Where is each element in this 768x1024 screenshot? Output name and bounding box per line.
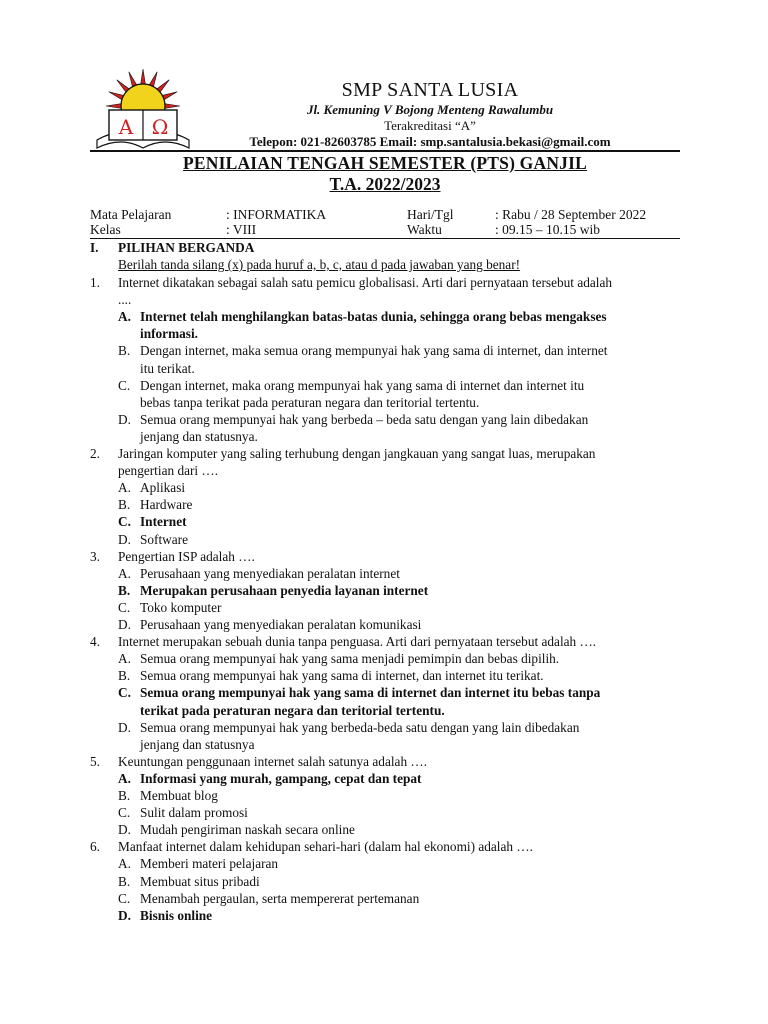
question-text: Jaringan komputer yang saling terhubung dengan jangkauan yang sangat luas, merupakan bbox=[118, 446, 596, 461]
option-letter: D. bbox=[118, 822, 131, 838]
option-text: Perusahaan yang menyediakan peralatan internet bbox=[140, 565, 400, 581]
header-divider bbox=[90, 150, 680, 152]
option-text: Membuat blog bbox=[140, 788, 218, 803]
option-letter: D. bbox=[118, 617, 131, 632]
option-letter: B. bbox=[118, 497, 131, 513]
section-instruction: Berilah tanda silang (x) pada huruf a, b, c, atau d pada jawaban yang benar! bbox=[118, 257, 521, 272]
option-text: Perusahaan yang menyediakan peralatan komunikasi bbox=[140, 617, 422, 632]
question-text: Internet dikatakan sebagai salah satu pemicu globalisasi. Arti dari pernyataan tersebut adalah bbox=[118, 275, 613, 290]
option-letter: A. bbox=[118, 309, 131, 325]
option-letter: C. bbox=[118, 377, 131, 393]
option-letter: C. bbox=[118, 805, 131, 821]
class-value: : VIII bbox=[226, 222, 257, 237]
option-letter: C. bbox=[118, 685, 131, 701]
option-text: Software bbox=[140, 531, 188, 547]
option-text: Membuat situs pribadi bbox=[140, 873, 260, 889]
question-number: 2. bbox=[90, 446, 100, 461]
option-text: Internet bbox=[140, 514, 187, 530]
school-logo bbox=[93, 68, 203, 154]
day-label: Hari/Tgl bbox=[407, 207, 454, 222]
class-label: Kelas bbox=[90, 222, 121, 237]
question-text: Internet merupakan sebuah dunia tanpa penguasa. Arti dari pernyataan tersebut adalah …. bbox=[118, 634, 597, 650]
option-letter: A. bbox=[118, 480, 131, 496]
option-text: terikat pada peraturan negara dan teritorial tertentu. bbox=[140, 702, 445, 718]
question-number: 3. bbox=[90, 548, 100, 564]
info-divider bbox=[90, 238, 680, 239]
question-number: 4. bbox=[90, 634, 100, 650]
time-value: : 09.15 – 10.15 wib bbox=[495, 222, 601, 237]
option-text: Toko komputer bbox=[140, 599, 222, 615]
option-text: informasi. bbox=[140, 326, 198, 342]
option-text: bebas tanpa terikat pada peraturan negara dan teritorial tertentu. bbox=[140, 394, 480, 410]
option-text: Menambah pergaulan, serta mempererat pertemanan bbox=[140, 890, 420, 906]
school-accreditation: Terakreditasi “A” bbox=[384, 118, 476, 133]
question-number: 1. bbox=[90, 275, 100, 290]
option-letter: B. bbox=[118, 788, 131, 803]
question-text: Keuntungan penggunaan internet salah satunya adalah …. bbox=[118, 753, 428, 769]
option-text: Merupakan perusahaan penyedia layanan internet bbox=[140, 582, 429, 598]
option-letter: A. bbox=[118, 651, 131, 667]
option-text: Sulit dalam promosi bbox=[140, 805, 248, 821]
option-text: Hardware bbox=[140, 497, 193, 513]
option-letter: A. bbox=[118, 856, 131, 872]
option-text: Semua orang mempunyai hak yang sama di internet dan internet itu bebas tanpa bbox=[140, 685, 601, 701]
time-label: Waktu bbox=[407, 222, 442, 237]
alpha-letter: Α bbox=[118, 115, 134, 139]
option-text: itu terikat. bbox=[140, 360, 195, 376]
option-letter: B. bbox=[118, 873, 131, 889]
option-text: Semua orang mempunyai hak yang sama menjadi pemimpin dan bebas dipilih. bbox=[140, 651, 560, 667]
option-letter: A. bbox=[118, 565, 131, 581]
sun-ray bbox=[141, 69, 146, 85]
subject-label: Mata Pelajaran bbox=[90, 207, 172, 222]
option-letter: C. bbox=[118, 514, 131, 530]
option-text: jenjang dan statusnya bbox=[140, 736, 255, 752]
school-name: SMP SANTA LUSIA bbox=[341, 79, 519, 101]
question-text: pengertian dari …. bbox=[118, 463, 219, 479]
subject-value: : INFORMATIKA bbox=[226, 207, 327, 222]
option-letter: C. bbox=[118, 599, 131, 615]
option-text: Memberi materi pelajaran bbox=[140, 856, 279, 872]
option-text: Mudah pengiriman naskah secara online bbox=[140, 822, 355, 838]
sun-ray bbox=[106, 104, 122, 109]
option-text: Bisnis online bbox=[140, 907, 213, 923]
school-contact: Telepon: 021-82603785 Email: smp.santalusia.bekasi@gmail.com bbox=[249, 134, 611, 149]
question-text: .... bbox=[118, 292, 132, 308]
option-letter: D. bbox=[118, 907, 131, 923]
exam-title: PENILAIAN TENGAH SEMESTER (PTS) GANJIL bbox=[182, 153, 588, 173]
option-text: Semua orang mempunyai hak yang berbeda-beda satu dengan yang lain dibedakan bbox=[140, 719, 580, 735]
option-text: Informasi yang murah, gampang, cepat dan tepat bbox=[140, 770, 422, 786]
option-text: Semua orang mempunyai hak yang sama di internet, dan internet itu terikat. bbox=[140, 668, 544, 684]
section-title: PILIHAN BERGANDA bbox=[118, 240, 255, 255]
school-address: Jl. Kemuning V Bojong Menteng Rawalumbu bbox=[306, 102, 554, 117]
option-text: Semua orang mempunyai hak yang berbeda – beda satu dengan yang lain dibedakan bbox=[140, 411, 589, 427]
option-letter: B. bbox=[118, 582, 131, 598]
option-text: jenjang dan statusnya. bbox=[140, 428, 258, 444]
question-number: 6. bbox=[90, 839, 100, 855]
exam-year: T.A. 2022/2023 bbox=[329, 174, 441, 194]
question-text: Pengertian ISP adalah …. bbox=[118, 548, 255, 564]
option-letter: B. bbox=[118, 668, 131, 684]
option-letter: C. bbox=[118, 890, 131, 906]
option-letter: B. bbox=[118, 343, 131, 359]
option-text: Dengan internet, maka orang mempunyai hak yang sama di internet dan internet itu bbox=[140, 377, 585, 393]
section-number: I. bbox=[90, 240, 99, 255]
sun-ray bbox=[164, 104, 180, 109]
option-text: Aplikasi bbox=[140, 480, 186, 496]
day-value: : Rabu / 28 September 2022 bbox=[495, 207, 647, 222]
question-text: Manfaat internet dalam kehidupan sehari-hari (dalam hal ekonomi) adalah …. bbox=[118, 839, 533, 855]
option-letter: D. bbox=[118, 719, 131, 735]
option-letter: D. bbox=[118, 531, 131, 547]
question-number: 5. bbox=[90, 753, 100, 769]
option-letter: A. bbox=[118, 770, 131, 786]
option-letter: D. bbox=[118, 411, 131, 427]
option-text: Dengan internet, maka semua orang mempunyai hak yang sama di internet, dan internet bbox=[140, 343, 608, 359]
omega-letter: Ω bbox=[151, 115, 169, 139]
option-text: Internet telah menghilangkan batas-batas dunia, sehingga orang bebas mengakses bbox=[140, 309, 607, 325]
